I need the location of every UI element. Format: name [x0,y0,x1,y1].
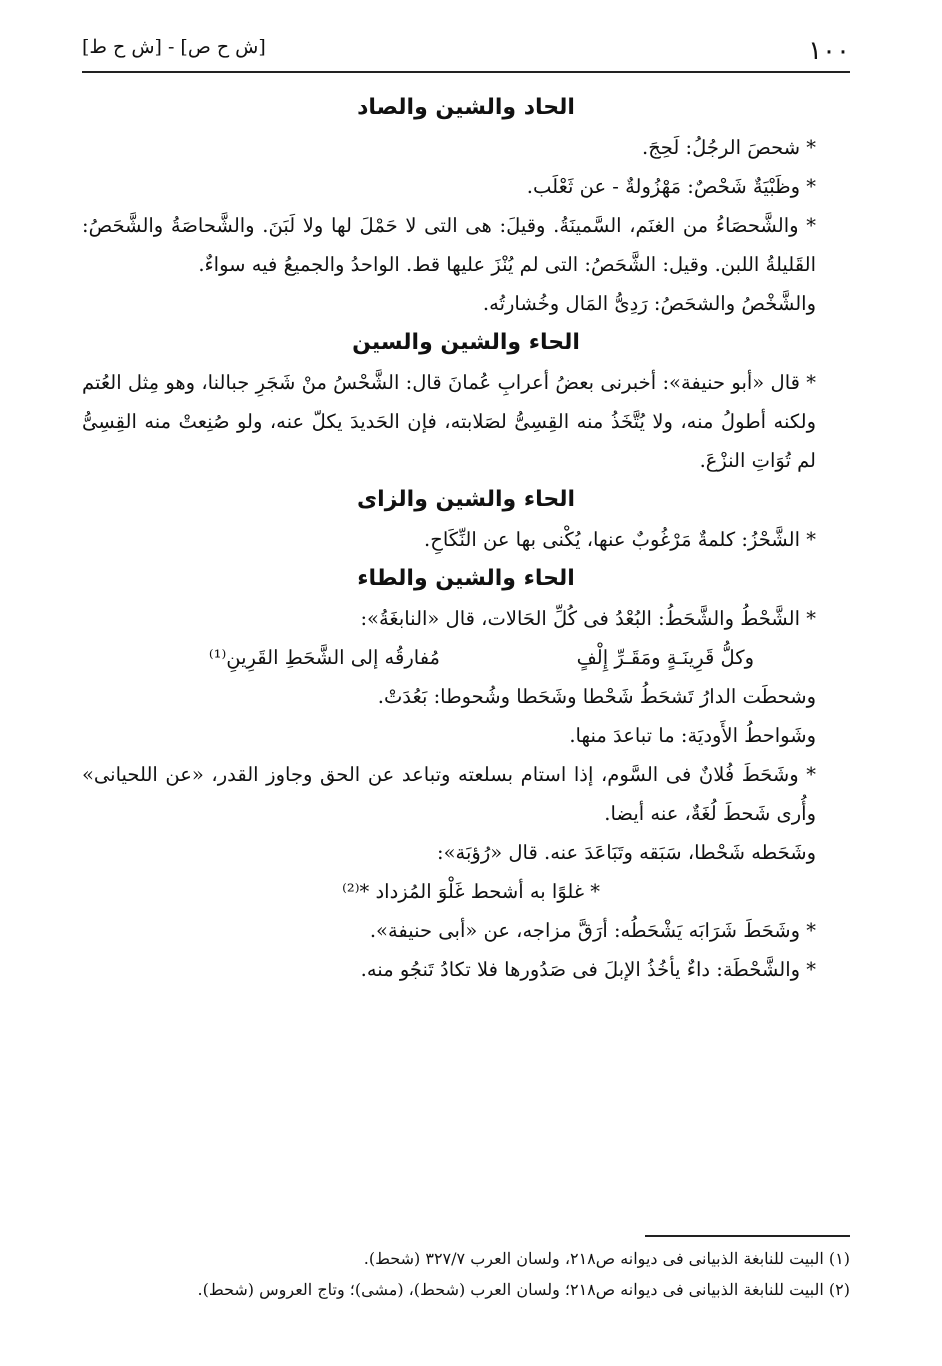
rajaz-verse: * غلوًا به أشحط غَلْوَ المُزداد *⁽²⁾ [342,880,600,903]
entry-paragraph: وشَحَطه شَحْطا، سَبَقه وتَبَاعَدَ عنه. قال «رُؤبَة»: [437,841,816,864]
entry-paragraph: * قال «أبو حنيفة»: أخبرنى بعضُ أعرابِ عُمانَ قال: الشَّحْسُ منْ شَجَرِ جبالنا، وهو مِثل العُتم ولكنه أطولُ منه، ولا يُتَّخَذُ منه القِسِىُّ لصَلابته، فإن الحَديدَ يكلّ عنه، ولو صُنِعتْ منه القِسِىُّ لم تُوَاتِ النزْعَ. [82,371,816,472]
entry-paragraph: * شحصَ الرجُلُ: لَحِجَ. [642,136,816,159]
entry-paragraph: * الشَّحْزُ: كلمةٌ مَرْغُوبٌ عنها، يُكْنى بها عن النِّكَاحِ. [424,528,816,551]
entry-paragraph: * وظَبْيَةٌ شَحْصٌ: مَهْزُولةٌ - عن ثَعْلَب. [526,175,816,198]
entry-paragraph: * وشَحَطَ شَرَابَه يَشْحَطُه: أرَقَّ مزاجه، عن «أبى حنيفة». [369,919,816,942]
section-title: الحاء والشين والطاء [357,566,575,591]
entry-paragraph: * وشَحَطَ فُلانٌ فى السَّوم، إذا استام بسلعته وتباعد عن الحق وجاوز القدر، «عن اللحيانى» وأُرى شَحطَ لُغَةٌ، عنه أيضا. [82,763,816,825]
page-header [82,36,850,70]
main-text [82,88,850,989]
entry-paragraph: والشَّخْصُ والشحَصُ: رَدِىُّ المَال وخُشارتُه. [482,292,816,315]
verse-first-hemistich: وكلُّ قَرِينَـةٍ ومَقَـرِّ إِلْفٍ [576,646,754,669]
footnote-divider [645,1235,850,1237]
footnote: (٢) البيت للنابغة الذبيانى فى ديوانه ص٢١٨؛ ولسان العرب (شحط)، (مشى)؛ وتاج العروس (شحط). [197,1280,850,1299]
poetry-verse [82,638,850,677]
header-divider [82,71,850,73]
section-title: الحاد والشين والصاد [357,95,575,120]
entry-paragraph: وشحطَت الدارُ تَشحَطُ شَحْطا وشَحَطا وشُحوطا: بَعُدَتْ. [377,685,816,708]
page-number: ١٠٠ [808,36,850,66]
verse-second-hemistich: مُفارقُه إلى الشَّحَطِ القَرِينِ⁽¹⁾ [208,646,440,669]
entry-paragraph: * والشَّحصَاءُ من الغنَم، السَّمينَةُ. وقيلَ: هى التى لا حَمْلَ لها ولا لَبَنَ. والشَّحاصَةُ والشَّحَصُ: القَليلةُ اللبن. وقيل: الشَّحَصُ: التى لم يُنْزَ عليها قط. الواحدُ والجميعُ فيه سواءٌ. [82,214,816,276]
entry-paragraph: * الشَّحْطُ والشَّحَطُ: البُعْدُ فى كُلِّ الحَالات، قال «النابغَةُ»: [360,607,816,630]
footnotes [82,1243,850,1305]
section-title: الحاء والشين والزاى [357,487,575,512]
footnote: (١) البيت للنابغة الذبيانى فى ديوانه ص٢١٨، ولسان العرب ٣٢٧/٧ (شحط). [363,1249,850,1268]
section-title: الحاء والشين والسين [352,330,580,355]
entry-paragraph: * والشَّحْطَة: داءٌ يأخُذُ الإبلَ فى صَدُورها فلا تكادُ تَنجُو منه. [360,958,816,981]
entry-paragraph: وشَواحطُ الأَوديَة: ما تباعدَ منها. [569,724,816,747]
root-code-heading: [ش ح ص] - [ش ح ط] [82,36,266,58]
